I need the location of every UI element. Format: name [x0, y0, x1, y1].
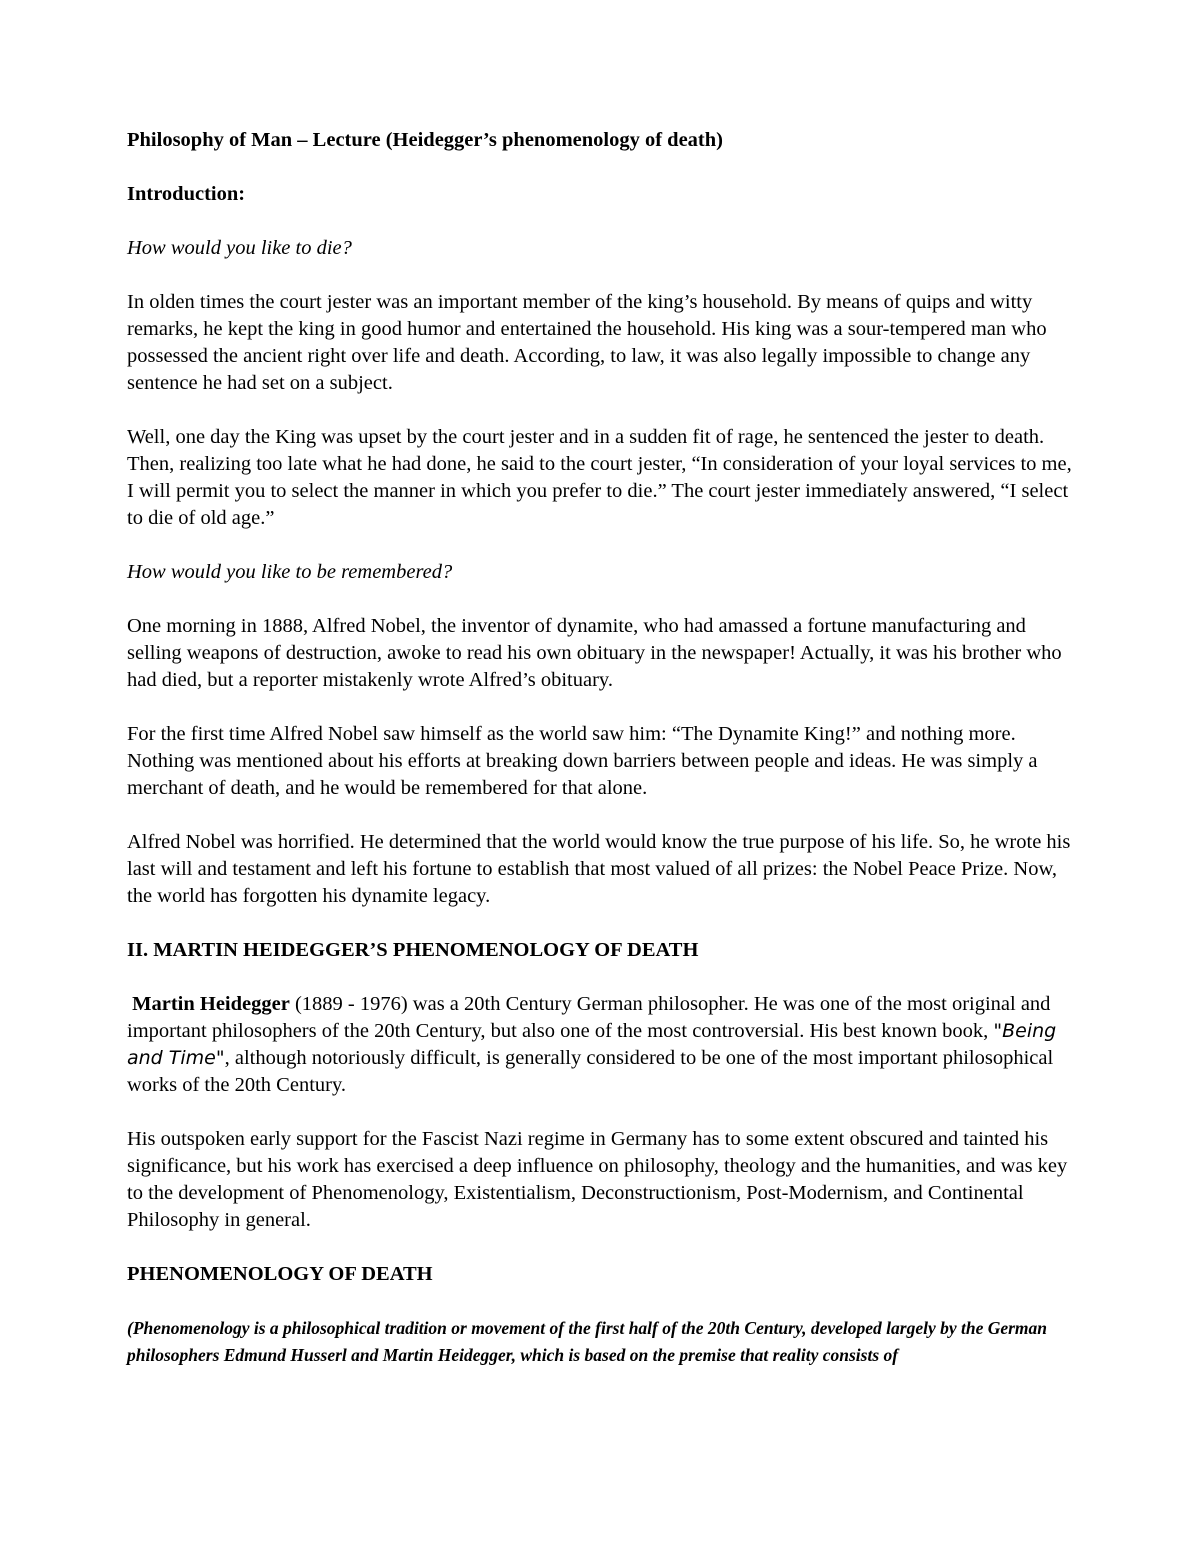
paragraph-nobel-obituary: One morning in 1888, Alfred Nobel, the inventor of dynamite, who had amassed a fortune manufacturing and selling weapons of destruction, awoke to read his own obituary in the newspaper! Actually, it was his brother who had died, but a reporter mistakenly wrote Alfred’s obituary.	[127, 615, 1062, 691]
phenomenology-note: (Phenomenology is a philosophical tradition or movement of the first half of the 20th Century, developed largely by the German philosophers Edmund Husserl and Martin Heidegger, which is based on the premise that reality consists of	[127, 1318, 1048, 1365]
paragraph-heidegger-bio	[127, 991, 1077, 1099]
question-remembered: How would you like to be remembered?	[127, 561, 453, 583]
paragraph-king-sentence: Well, one day the King was upset by the court jester and in a sudden fit of rage, he sentenced the jester to death. Then, realizing too late what he had done, he said to the court jester, “In consideration of your loyal services to me, I will permit you to select the manner in which you prefer to die.” The court jester immediately answered, “I select to die of old age.”	[127, 426, 1072, 529]
document-page	[127, 127, 1077, 1396]
heidegger-name: Martin Heidegger	[132, 993, 290, 1015]
book-title-being-and-time: "Being and Time"	[127, 1020, 1057, 1069]
paragraph-nobel-prize: Alfred Nobel was horrified. He determined that the world would know the true purpose of his life. So, he wrote his last will and testament and left his fortune to establish that most valued of all prizes: the Nobel Peace Prize. Now, the world has forgotten his dynamite legacy.	[127, 831, 1071, 907]
paragraph-heidegger-influence: His outspoken early support for the Fascist Nazi regime in Germany has to some extent obscured and tainted his significance, but his work has exercised a deep influence on philosophy, theology and the humanities, and was key to the development of Phenomenology, Existentialism, Deconstructionism, Post-Modernism, and Continental Philosophy in general.	[127, 1128, 1068, 1231]
paragraph-dynamite-king: For the first time Alfred Nobel saw himself as the world saw him: “The Dynamite King!” and nothing more. Nothing was mentioned about his efforts at breaking down barriers between people and ideas. He was simply a merchant of death, and he would be remembered for that alone.	[127, 723, 1038, 799]
section-heading-heidegger: II. MARTIN HEIDEGGER’S PHENOMENOLOGY OF DEATH	[127, 939, 699, 961]
section-heading-phenomenology: PHENOMENOLOGY OF DEATH	[127, 1263, 433, 1285]
heidegger-bio-text-1: (1889 - 1976) was a 20th Century German philosopher. He was one of the most original and important philosophers of the 20th Century, but also one of the most controversial. His best known book,	[127, 993, 1051, 1042]
document-title: Philosophy of Man – Lecture (Heidegger’s phenomenology of death)	[127, 129, 723, 151]
paragraph-court-jester: In olden times the court jester was an important member of the king’s household. By means of quips and witty remarks, he kept the king in good humor and entertained the household. His king was a sour-tempered man who possessed the ancient right over life and death. According, to law, it was also legally impossible to change any sentence he had set on a subject.	[127, 291, 1047, 394]
question-die: How would you like to die?	[127, 237, 352, 259]
heidegger-bio-text-2: , although notoriously difficult, is generally considered to be one of the most important philosophical works of the 20th Century.	[127, 1047, 1054, 1096]
introduction-heading: Introduction:	[127, 183, 246, 205]
